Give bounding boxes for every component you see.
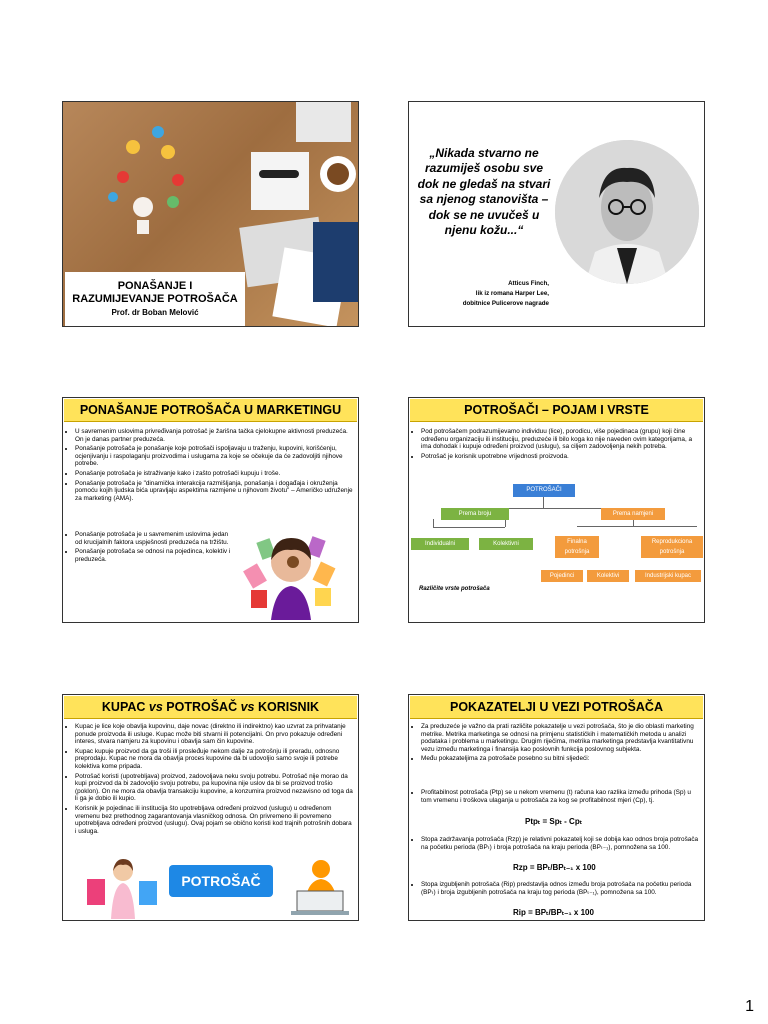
bullet: • Za preduzeće je važno da prati različite pokazatelje u vezi potrošača, što je dio oblasti marketing metrike. Metrika marketinga se odnosi na primjenu statističkih i matematičkih metoda u analizi podataka i problema u marketingu. Drugim riječima, metrika marketinga predstavlja kvantitativnu vezu između marketinga i finansija kao poslovnih funkcija poslovnog subjekta. (421, 723, 699, 753)
diagram-caption: Različite vrste potrošača (419, 586, 490, 592)
slide-title-bar (64, 696, 357, 719)
bullet: • Kupac je lice koje obavlja kupovinu, daje novac (direktno ili indirektno) kao uzvrat za prihvatanje ponude proizvoda ili usluge. Kupac može biti stvarni ili potencijalni. On prvo pokazuje određeni interes, stvara namjeru za kupovinu i obavlja sam čin kupovine. (75, 723, 353, 746)
title-vs: vs (240, 700, 255, 714)
title-line-2: RAZUMIJEVANJE POTROŠAČA (72, 293, 238, 305)
slide-title-bar: POTROŠAČI – POJAM I VRSTE (410, 399, 703, 422)
slide-behavior (62, 397, 359, 623)
title-part: POTROŠAČ (162, 700, 241, 714)
formula-profitability: Ptpₜ = Spₜ - Cpₜ (525, 817, 583, 826)
diagram-leaf: Reprodukciona potrošnja (641, 536, 703, 558)
diagram-leaf: Finalna potrošnja (555, 536, 599, 558)
bullet: • U savremenim uslovima privređivanja potrošač je žarišna tačka cjelokupne aktivnosti preduzeća. On je danas partner preduzeća. (75, 428, 353, 443)
bullet: • Ponašanje potrošača je ponašanje koje potrošači ispoljavaju u traženju, kupovini, korišćenju, ocjenjivanju i raspolaganju proizvodima i uslugama za koje se očekuje da će zadovoljiti njihove potrebe. (75, 445, 353, 468)
connector (577, 526, 697, 527)
bullet-list (411, 428, 699, 462)
portrait-photo (555, 140, 699, 284)
title-line-1: PONAŠANJE I (117, 280, 193, 292)
author: Prof. dr Boban Melović (111, 308, 199, 317)
bullet-list-bottom (65, 531, 233, 565)
woman-with-bags-image (83, 857, 163, 919)
person-at-laptop-image (287, 855, 353, 917)
bullet: • Kupac kupuje proizvod da ga troši ili prosleđuje nekom dalje za potrošnju ili preradu, odnosno preprodaju. Kupac ne mora da obavlja proces kupovine da bi udovoljio samo svoje ili potrebe kolektiva kome pripada. (75, 748, 353, 771)
diagram-leaf: Kolektivi (587, 570, 629, 582)
slide-title-bar: PONAŠANJE POTROŠAČA U MARKETINGU (64, 399, 357, 422)
bullet-list-profit (411, 789, 699, 806)
slide-indicators (408, 694, 705, 921)
bullet: • Stopa zadržavanja potrošača (Rzp) je relativni pokazatelj koji se dobija kao odnos broja potrošača na početku perioda (BPₜ) i broja potrošača na kraju perioda (BPₜ₋₁), pomnožena sa 100. (421, 836, 699, 851)
consumer-banner: POTROŠAČ (169, 865, 273, 897)
bullet: • Ponašanje potrošača se odnosi na pojedinca, kolektiv i preduzeća. (75, 548, 233, 563)
page-number: 1 (745, 998, 754, 1015)
diagram-branch-purpose: Prema namjeni (601, 508, 665, 520)
connector (505, 519, 506, 527)
slide-buyer-consumer-user (62, 694, 359, 921)
diagram-leaf: Industrijski kupac (635, 570, 701, 582)
quote-text: „Nikada stvarno ne razumiješ osobu sve dok ne gledaš na stvari sa njenog stanovišta – dok se ne uvučeš u njenu kožu...“ (417, 146, 551, 238)
bullet: • Ponašanje potrošača je u savremenim uslovima jedan od krucijalnih faktora uspješnosti preduzeća na tržištu. (75, 531, 233, 546)
bullet: • Ponašanje potrošača je "dinamička interakcija razmišljanja, ponašanja i događaja i okruženja pomoću kojih ljudska bića upravljaju aspektima razmjene u njihovom životu" – Američko udruženje za marketing (AMA). (75, 480, 353, 503)
formula-lost: Rip = BPₜ/BPₜ₋₁ x 100 (513, 908, 594, 917)
formula-retention: Rzp = BPₜ/BPₜ₋₁ x 100 (513, 863, 596, 872)
slide-quote (408, 101, 705, 327)
bullet-list-top (65, 428, 353, 504)
bullet-list-lost (411, 881, 699, 898)
diagram-root: POTROŠAČI (513, 484, 575, 497)
connector (433, 527, 505, 528)
bullet: • Profitabilnost potrošača (Ptp) se u nekom vremenu (t) računa kao razlika između prihoda (Sp) u tom vremenu i troškova ulaganja u potrošača za kog se profitabilnost mjeri (Cp), tj. (421, 789, 699, 804)
shopping-woman-image (241, 526, 341, 620)
connector (633, 519, 634, 526)
bullet: • Potrošač je korisnik upotrebne vrijednosti proizvoda. (421, 453, 699, 461)
connector (433, 519, 434, 527)
diagram-branch-number: Prema broju (441, 508, 509, 520)
credit-line-3: dobitnice Pulicerove nagrade (462, 300, 549, 308)
diagram-leaf: Individualni (411, 538, 469, 550)
diagram-leaf: Kolektivni (479, 538, 533, 550)
portrait-illustration (555, 140, 699, 284)
slide-title (62, 101, 359, 327)
connector (543, 496, 544, 508)
title-box (65, 272, 245, 326)
slide-title-bar: POKAZATELJI U VEZI POTROŠAČA (410, 696, 703, 719)
bullet-list (65, 723, 353, 837)
credit-line-2: lik iz romana Harper Lee, (475, 290, 549, 298)
bullet: • Potrošač koristi (upotrebljava) proizvod, zadovoljava neku svoju potrebu. Potrošač nije morao da kupi proizvod da bi zadovoljio svoju potrebu, pa kupovina nije uslov da bi se proizvod trošio (poklon). On ne mora da obavlja transakciju kupovine, a konzumira proizvod nezavisno od toga da li ga je dobio ili kupio. (75, 773, 353, 803)
slide-consumers (408, 397, 705, 623)
title-part: KUPAC (101, 700, 149, 714)
bullet-list-retention (411, 836, 699, 853)
bullet-list-intro (411, 723, 699, 765)
bullet: • Ponašanje potrošača je istraživanje kako i zašto potrošači kupuju i troše. (75, 470, 353, 478)
quote-credit (429, 279, 549, 310)
bullet: • Među pokazateljima za potrošače posebno su bitni sljedeći: (421, 755, 699, 763)
title-part: KORISNIK (254, 700, 320, 714)
title-vs: vs (148, 700, 163, 714)
bullet: • Korisnik je pojedinac ili institucija što upotrebljava određeni proizvod (uslugu) u određenom vremenu bez prethodnog zagarantovanja vlasničkog odnosa. On privremeno ili povremeno upotrebljava određeni proizvod (uslugu). Ovaj pojam se obično koristi kod trajnih potrošnih dobara i usluga. (75, 805, 353, 835)
diagram-leaf: Pojedinci (541, 570, 583, 582)
bullet: • Pod potrošačem podrazumijevamo individuu (lice), porodicu, više pojedinaca (grupu) koji čine određenu organizaciju ili instituciju, preduzeće ili bilo koga ko nije naveden ovim kategorijama, a ima dohodak i kupuje određeni proizvod (uslugu), sa ciljem zadovoljenja nekih potreba. (421, 428, 699, 451)
bullet: • Stopa izgubljenih potrošača (Rip) predstavlja odnos između broja potrošača na početku perioda (BPₜ) i broja izgubljenih potrošača na kraju tog perioda (BPₜ₋₁), pomnožena sa 100. (421, 881, 699, 896)
credit-line-1: Atticus Finch, (508, 280, 549, 287)
